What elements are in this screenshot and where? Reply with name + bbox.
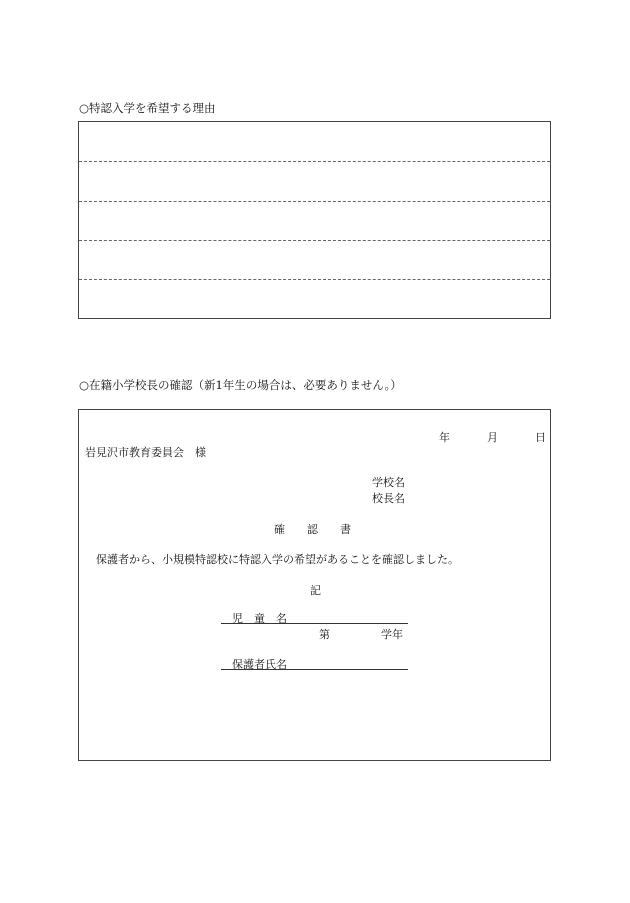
child-name-underline [221,623,408,624]
reason-line-1 [79,161,550,162]
confirmation-statement: 保護者から、小規模特認校に特認入学の希望があることを確認しました。 [96,553,459,566]
guardian-name-label: 保護者氏名 [232,658,287,671]
grade-prefix: 第 [319,628,330,641]
addressee: 岩見沢市教育委員会 様 [85,446,206,459]
reason-line-4 [79,279,550,280]
school-name-label: 学校名 [372,476,405,489]
principal-name-label: 校長名 [372,492,405,505]
confirm-heading: ○在籍小学校長の確認（新1年生の場合は、必要ありません。） [79,378,402,392]
reason-line-2 [79,201,550,202]
grade-suffix: 学年 [381,628,403,641]
document-title: 確 認 書 [274,523,351,536]
date-day-label: 日 [535,431,546,444]
date-year-label: 年 [439,431,450,444]
ki-label: 記 [310,584,321,597]
reason-heading: ○特認入学を希望する理由 [79,101,216,115]
child-name-label: 児 童 名 [232,612,287,625]
date-month-label: 月 [487,431,498,444]
reason-line-3 [79,240,550,241]
guardian-name-underline [221,669,408,670]
reason-box[interactable] [78,121,551,319]
